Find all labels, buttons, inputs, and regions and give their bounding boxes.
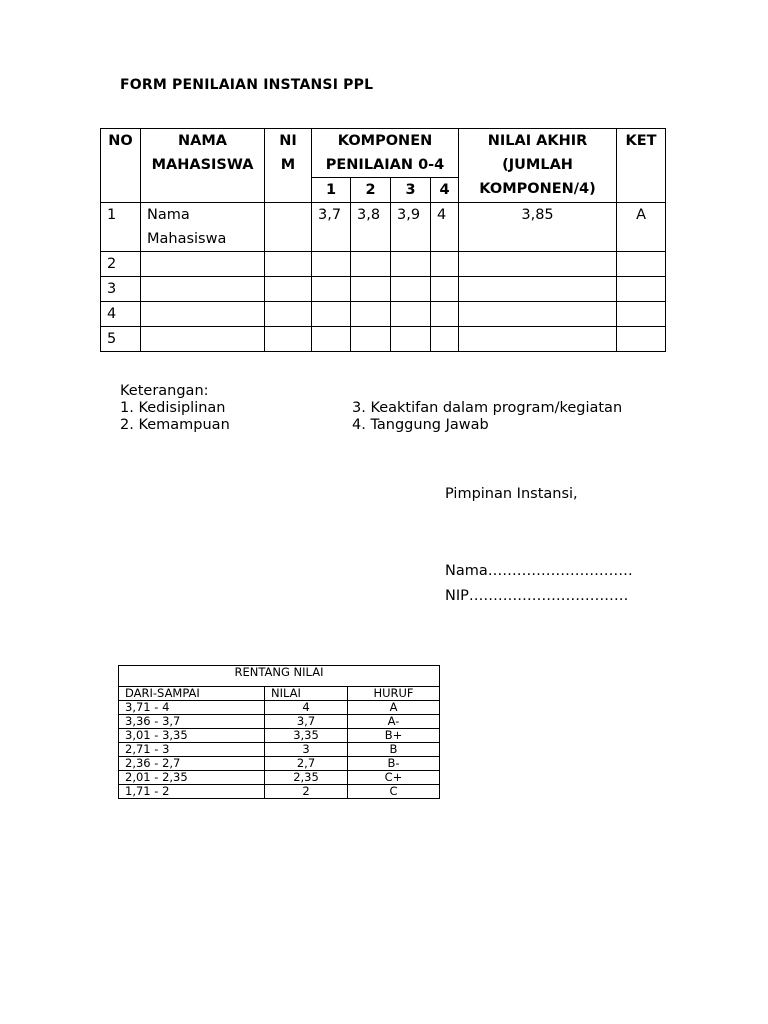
cell-k1 [312,252,351,277]
range-cell: 2,36 - 2,7 [119,757,265,771]
cell-nama [141,302,265,327]
range-cell: B+ [348,729,440,743]
table-row [119,701,440,715]
range-cell: 3,71 - 4 [119,701,265,715]
range-header-huruf: HURUF [348,687,440,701]
header-ket: KET [617,129,666,203]
cell-no: 2 [101,252,141,277]
cell-ket [617,277,666,302]
cell-nilai [459,302,617,327]
table-row [101,302,666,327]
cell-nama [141,327,265,352]
range-cell: B- [348,757,440,771]
cell-k2 [351,252,391,277]
range-cell: 3,01 - 3,35 [119,729,265,743]
cell-k2 [351,277,391,302]
keterangan-item: 3. Keaktifan dalam program/kegiatan [352,400,623,416]
header-nama: NAMA MAHASISWA [141,129,265,203]
header-komponen-3: 3 [391,178,431,203]
range-cell: 2 [265,785,348,799]
range-cell: 3 [265,743,348,757]
keterangan-list-right [352,400,622,434]
cell-nama: Nama Mahasiswa [141,203,265,252]
cell-k3 [391,277,431,302]
cell-k1 [312,302,351,327]
keterangan-item: 4. Tanggung Jawab [352,417,489,433]
cell-k1: 3,7 [312,203,351,252]
range-cell: A- [348,715,440,729]
table-row [101,277,666,302]
table-row [119,743,440,757]
signature-nama: Nama………………………… [445,563,633,579]
cell-no: 1 [101,203,141,252]
cell-nilai [459,277,617,302]
cell-k4 [431,252,459,277]
cell-k1 [312,327,351,352]
cell-k2: 3,8 [351,203,391,252]
cell-nama [141,252,265,277]
cell-k4 [431,302,459,327]
cell-k3: 3,9 [391,203,431,252]
keterangan-label: Keterangan: [120,383,209,399]
cell-k1 [312,277,351,302]
signature-title: Pimpinan Instansi, [445,486,578,502]
range-cell: 3,35 [265,729,348,743]
range-cell: 2,35 [265,771,348,785]
keterangan-item: 2. Kemampuan [120,417,230,433]
cell-k4: 4 [431,203,459,252]
cell-ket: A [617,203,666,252]
header-komponen: KOMPONEN PENILAIAN 0-4 [312,129,459,178]
cell-nim [265,277,312,302]
cell-k3 [391,302,431,327]
grade-range-table [118,665,440,799]
cell-nilai [459,327,617,352]
cell-nim [265,327,312,352]
cell-no: 3 [101,277,141,302]
header-komponen-4: 4 [431,178,459,203]
form-title: FORM PENILAIAN INSTANSI PPL [120,77,374,93]
range-header-dari: DARI-SAMPAI [119,687,265,701]
table-row [119,757,440,771]
keterangan-list [120,383,230,434]
cell-nim [265,203,312,252]
range-cell: 1,71 - 2 [119,785,265,799]
cell-no: 5 [101,327,141,352]
table-row [119,771,440,785]
cell-nama [141,277,265,302]
table-row [119,715,440,729]
table-row [101,252,666,277]
cell-k2 [351,327,391,352]
range-cell: 4 [265,701,348,715]
table-row [101,203,666,252]
cell-nilai [459,252,617,277]
table-row [119,785,440,799]
cell-k2 [351,302,391,327]
range-cell: A [348,701,440,715]
range-cell: B [348,743,440,757]
cell-ket [617,302,666,327]
header-komponen-2: 2 [351,178,391,203]
cell-k4 [431,327,459,352]
range-cell: C [348,785,440,799]
header-no: NO [101,129,141,203]
signature-nip: NIP…………………………… [445,588,629,604]
cell-nim [265,252,312,277]
range-cell: 2,71 - 3 [119,743,265,757]
range-cell: 2,01 - 2,35 [119,771,265,785]
header-nim: NI M [265,129,312,203]
cell-no: 4 [101,302,141,327]
range-cell: 2,7 [265,757,348,771]
range-caption: RENTANG NILAI [119,666,440,687]
cell-k4 [431,277,459,302]
range-cell: 3,7 [265,715,348,729]
cell-ket [617,327,666,352]
cell-nilai: 3,85 [459,203,617,252]
header-nilai-akhir: NILAI AKHIR (JUMLAH KOMPONEN/4) [459,129,617,203]
cell-nim [265,302,312,327]
assessment-table [100,128,666,352]
range-header-nilai: NILAI [265,687,348,701]
header-komponen-1: 1 [312,178,351,203]
keterangan-item: 1. Kedisiplinan [120,400,226,416]
range-cell: 3,36 - 3,7 [119,715,265,729]
range-cell: C+ [348,771,440,785]
cell-ket [617,252,666,277]
table-row [119,729,440,743]
cell-k3 [391,252,431,277]
table-row [101,327,666,352]
cell-k3 [391,327,431,352]
